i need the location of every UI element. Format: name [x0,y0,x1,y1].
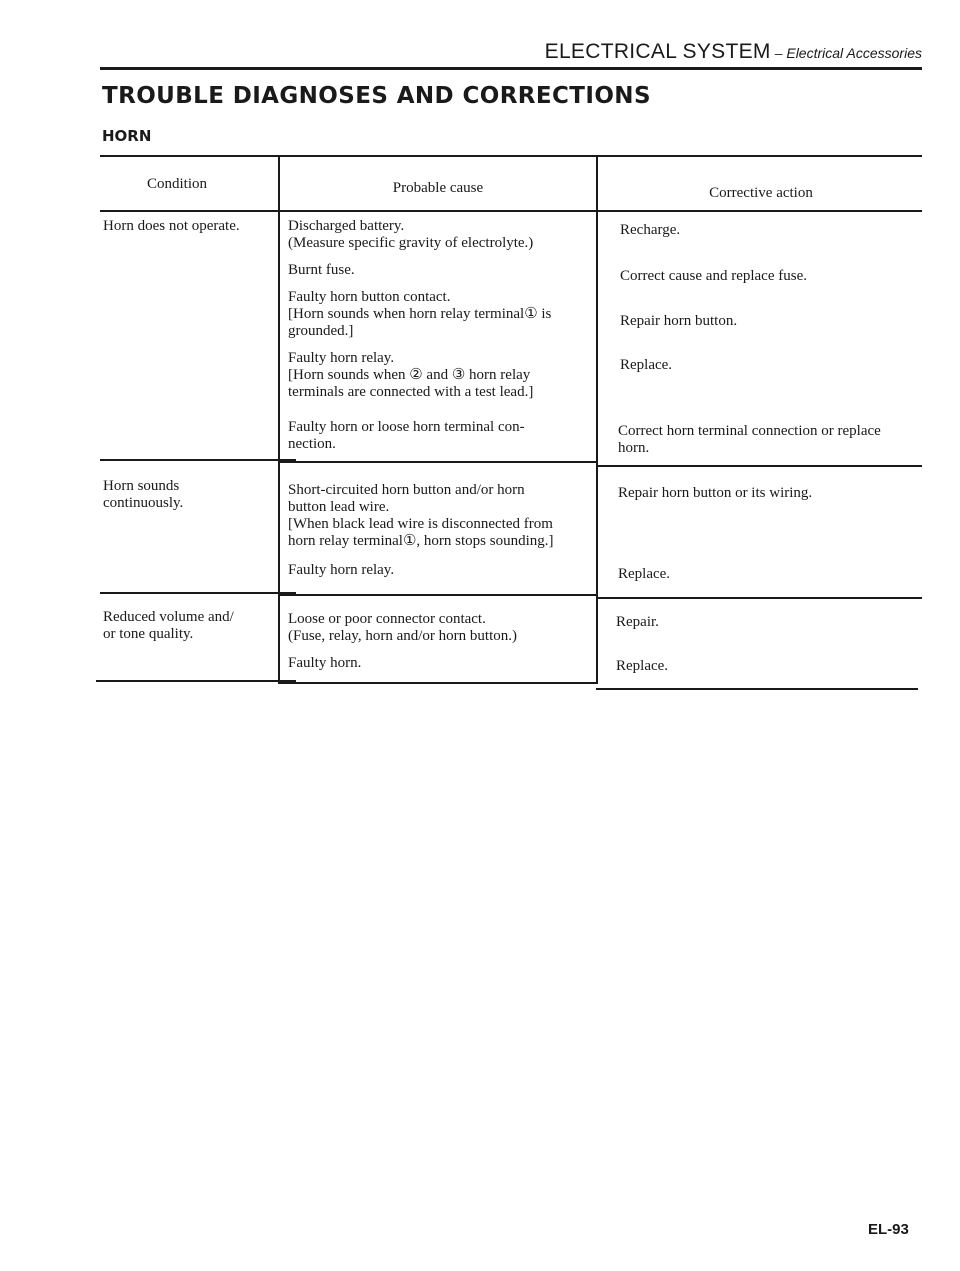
row-condition: Horn sounds continuously. [103,478,184,511]
column-header-cause: Probable cause [392,180,484,196]
header-bottom-rule [100,210,922,212]
table-bottom-rule [96,680,296,682]
row-divider [278,461,598,463]
table-bottom-rule [596,688,918,690]
action-item: Recharge. [620,222,681,238]
page-title: TROUBLE DIAGNOSES AND CORRECTIONS [102,83,651,109]
cause-item: Faulty horn. [288,655,362,671]
action-item: Correct horn terminal connection or replace horn. [618,423,881,456]
cause-item: Faulty horn or loose horn terminal con- nection. [288,419,525,452]
action-item: Correct cause and replace fuse. [620,268,807,284]
cause-item: Faulty horn button contact. [Horn sounds when horn relay terminal① is grounded.] [288,289,552,339]
row-divider [100,459,296,461]
cause-item: Faulty horn relay. [Horn sounds when ② and ③ horn relay terminals are connected with a test lead.] [288,350,534,400]
column-header-action: Corrective action [709,185,813,201]
action-item: Repair horn button. [620,313,738,329]
action-item: Replace. [620,357,673,373]
header-subsystem: – Electrical Accessories [774,45,922,61]
table-bottom-rule [278,682,598,684]
row-divider [596,465,922,467]
cause-item: Short-circuited horn button and/or horn button lead wire. [When black lead wire is disconnected from horn relay terminal①, horn stops sounding.] [288,482,554,549]
row-divider [100,592,296,594]
action-item: Replace. [618,566,671,582]
table-top-rule [100,155,922,157]
column-divider-right [596,155,598,682]
column-header-condition: Condition [146,176,207,192]
header-system: ELECTRICAL SYSTEM [544,40,771,63]
row-condition: Reduced volume and/ or tone quality. [103,609,234,642]
cause-item: Discharged battery. (Measure specific gravity of electrolyte.) [288,218,534,251]
row-divider [596,597,922,599]
page-number: EL-93 [868,1221,909,1238]
action-item: Repair horn button or its wiring. [618,485,813,501]
section-title: HORN [102,127,152,145]
row-divider [278,594,598,596]
header-rule [100,67,922,70]
row-condition: Horn does not operate. [103,218,240,234]
action-item: Replace. [616,658,669,674]
cause-item: Loose or poor connector contact. (Fuse, relay, horn and/or horn button.) [288,611,517,644]
action-item: Repair. [616,614,659,630]
cause-item: Faulty horn relay. [288,562,395,578]
page-header [100,40,922,64]
cause-item: Burnt fuse. [288,262,355,278]
column-divider-left [278,155,280,682]
